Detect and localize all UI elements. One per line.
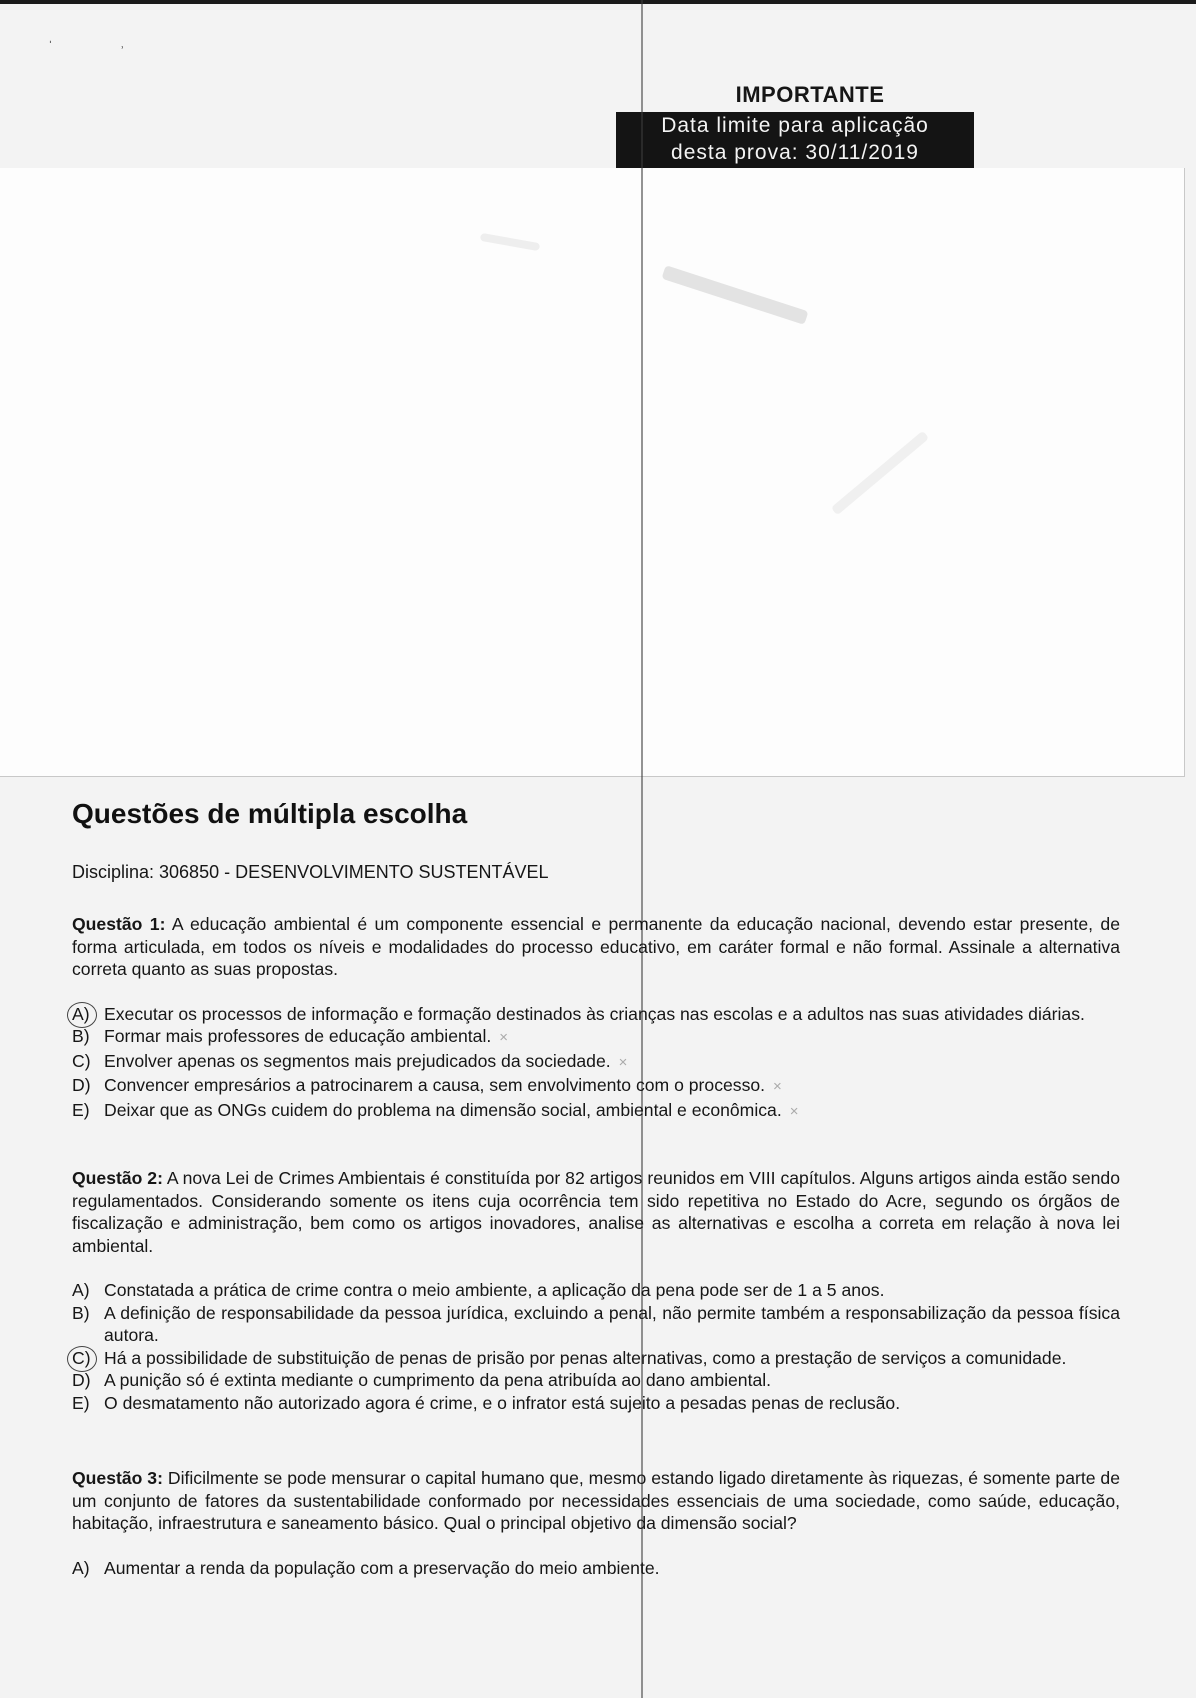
- smudge: [662, 265, 809, 325]
- option-letter: A): [72, 1280, 90, 1300]
- scan-speck: ˒: [120, 36, 125, 52]
- option-text: A punição só é extinta mediante o cumprimento da pena atribuída ao dano ambiental.: [104, 1370, 772, 1390]
- scan-speck: ˈ: [48, 38, 53, 54]
- option-b: [72, 1302, 1120, 1347]
- option-text: Envolver apenas os segmentos mais prejudicados da sociedade.: [104, 1050, 611, 1071]
- option-letter: A): [72, 1003, 104, 1026]
- question-1-stem: [72, 913, 1120, 981]
- option-a: [72, 1279, 1120, 1302]
- question-3-text: Dificilmente se pode mensurar o capital humano que, mesmo estando ligado diretamente às riquezas, é somente parte de um conjunto de fatores da sustentabilidade conformado por necessidades essenciais de uma sociedade, como saúde, educação, habitação, infraestrutura e saneamento básico. Qual o principal objetivo da dimensão social?: [72, 1468, 1120, 1533]
- fold-line: [641, 0, 643, 1698]
- deadline-banner: [616, 112, 974, 168]
- question-3-label: Questão 3:: [72, 1468, 163, 1488]
- option-a: [72, 1557, 1120, 1580]
- option-text: Formar mais professores de educação ambiental.: [104, 1026, 492, 1046]
- page-top-edge: [0, 0, 1196, 4]
- smudge: [480, 233, 540, 251]
- option-text: Constatada a prática de crime contra o meio ambiente, a aplicação da pena pode ser de 1 a 5 anos.: [104, 1280, 885, 1300]
- option-b: [72, 1025, 1120, 1050]
- option-text: Executar os processos de informação e formação destinados às crianças nas escolas e a adultos nas suas atividades diárias.: [104, 1003, 1085, 1024]
- option-letter: B): [72, 1302, 90, 1323]
- option-text: Deixar que as ONGs cuidem do problema na dimensão social, ambiental e econômica.: [104, 1099, 782, 1120]
- option-letter: C): [72, 1050, 91, 1071]
- important-heading: IMPORTANTE: [735, 82, 885, 107]
- option-c: [72, 1347, 1120, 1370]
- option-letter: E): [72, 1392, 90, 1413]
- option-text: A definição de responsabilidade da pessoa jurídica, excluindo a penal, não permite também a responsabilização da pessoa física autora.: [104, 1302, 1120, 1345]
- cross-mark-icon: ×: [789, 1102, 799, 1120]
- option-text: Aumentar a renda da população com a preservação do meio ambiente.: [104, 1557, 660, 1578]
- question-2-label: Questão 2:: [72, 1168, 163, 1188]
- option-d: [72, 1074, 1120, 1099]
- option-letter: D): [72, 1370, 91, 1390]
- question-2-stem: [72, 1167, 1120, 1257]
- cross-mark-icon: ×: [773, 1078, 782, 1095]
- question-2: [72, 1167, 1120, 1414]
- question-3: [72, 1467, 1120, 1579]
- deadline-line-2: desta prova: 30/11/2019: [671, 141, 919, 164]
- cross-mark-icon: ×: [499, 1029, 509, 1046]
- option-e: [72, 1392, 1120, 1415]
- option-letter: E): [72, 1099, 90, 1120]
- cross-mark-icon: ×: [618, 1053, 628, 1071]
- question-1-text: A educação ambiental é um componente essencial e permanente da educação nacional, devendo estar presente, de forma articulada, em todos os níveis e modalidades do processo educativo, em caráter formal e não formal. Assinale a alternativa correta quanto as suas propostas.: [72, 914, 1120, 979]
- deadline-line-1: Data limite para aplicação: [661, 114, 929, 137]
- option-letter: A): [72, 1557, 90, 1578]
- blank-cover-sheet: [0, 168, 1185, 777]
- option-a: [72, 1003, 1120, 1026]
- option-text: Há a possibilidade de substituição de penas de prisão por penas alternativas, como a prestação de serviços a comunidade.: [104, 1347, 1067, 1368]
- option-d: [72, 1369, 1120, 1392]
- option-e: [72, 1099, 1120, 1124]
- option-text: O desmatamento não autorizado agora é crime, e o infrator está sujeito a pesadas penas de reclusão.: [104, 1392, 901, 1413]
- question-1: [72, 913, 1120, 1123]
- option-letter: C): [72, 1347, 104, 1370]
- discipline: Disciplina: 306850 - DESENVOLVIMENTO SUSTENTÁVEL: [72, 862, 549, 882]
- option-text: Convencer empresários a patrocinarem a causa, sem envolvimento com o processo.: [104, 1075, 766, 1095]
- question-3-stem: [72, 1467, 1120, 1535]
- option-letter: B): [72, 1026, 90, 1046]
- question-2-text: A nova Lei de Crimes Ambientais é constituída por 82 artigos reunidos em VIII capítulos. Alguns artigos ainda estão sendo regulamentados. Considerando somente os itens cuja ocorrência tem sido repetitiva no Estado do Acre, segundo os órgãos de fiscalização e administração, bem como os artigos inovadores, analise as alternativas e escolha a correta em relação à nova lei ambiental.: [72, 1168, 1120, 1256]
- option-letter: D): [72, 1075, 91, 1095]
- question-1-label: Questão 1:: [72, 914, 166, 934]
- option-c: [72, 1050, 1120, 1075]
- smudge: [831, 431, 929, 516]
- section-title: Questões de múltipla escolha: [72, 798, 468, 829]
